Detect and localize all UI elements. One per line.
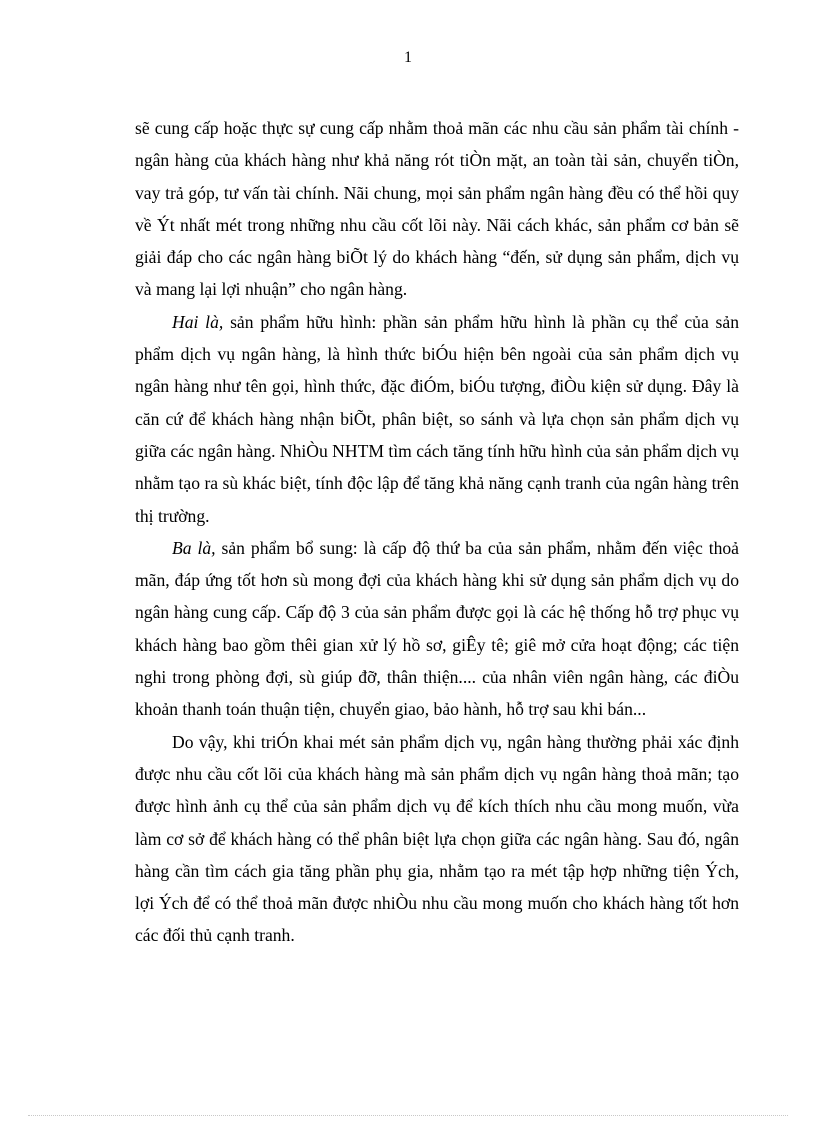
paragraph-text: Do vậy, khi triÓn khai mét sản phẩm dịch vụ, ngân hàng thường phải xác định được nhu cầu cốt lõi của khách hàng mà sản phẩm dịch vụ ngân hàng thoả mãn; tạo được hình ảnh cụ thể của sản phẩm dịch vụ để kích thích nhu cầu mong muốn, vừa làm cơ sở để khách hàng có thể phân biệt lựa chọn giữa các ngân hàng. Sau đó, ngân hàng cần tìm cách gia tăng phần phụ gia, nhằm tạo ra mét tập hợp những tiện Ých, lợi Ých để có thể thoả mãn được nhiÒu nhu cầu mong muốn cho khách hàng tốt hơn các đối thủ cạnh tranh. (135, 731, 739, 946)
paragraph-text: sản phẩm bổ sung: là cấp độ thứ ba của sản phẩm, nhằm đến việc thoả mãn, đáp ứng tốt hơn sù mong đợi của khách hàng khi sử dụng sản phẩm dịch vụ do ngân hàng cung cấp. Cấp độ 3 của sản phẩm được gọi là các hệ thống hỗ trợ phục vụ khách hàng bao gồm thêi gian xử lý hồ sơ, giÊy tê; giê mở cửa hoạt động; các tiện nghi trong phòng đợi, sù giúp đỡ, thân thiện.... của nhân viên ngân hàng, các điÒu khoản thanh toán thuận tiện, chuyển giao, bảo hành, hỗ trợ sau khi bán... (135, 537, 739, 720)
paragraph-augmented-product (135, 532, 739, 726)
paragraph-lead: Hai là, (172, 311, 224, 332)
page-bottom-divider (28, 1115, 788, 1116)
page-number: 1 (404, 49, 412, 66)
paragraph-core-product-continuation (135, 112, 739, 306)
paragraph-tangible-product (135, 306, 739, 532)
document-body (135, 112, 739, 952)
paragraph-lead: Ba là, (172, 537, 216, 558)
paragraph-text: sẽ cung cấp hoặc thực sự cung cấp nhằm thoả mãn các nhu cầu sản phẩm tài chính - ngân hàng của khách hàng như khả năng rót tiÒn mặt, an toàn tài sản, chuyển tiÒn, vay trả góp, tư vấn tài chính. Nãi chung, mọi sản phẩm ngân hàng đều có thể hồi quy về Ýt nhất mét trong những nhu cầu cốt lõi này. Nãi cách khác, sản phẩm cơ bản sẽ giải đáp cho các ngân hàng biÕt lý do khách hàng “đến, sử dụng sản phẩm, dịch vụ và mang lại lợi nhuận” cho ngân hàng. (135, 118, 739, 300)
paragraph-text: sản phẩm hữu hình: phần sản phẩm hữu hình là phần cụ thể của sản phẩm dịch vụ ngân hàng, là hình thức biÓu hiện bên ngoài của sản phẩm dịch vụ ngân hàng như tên gọi, hình thức, đặc điÓm, biÓu tượng, điÒu kiện sử dụng. Đây là căn cứ để khách hàng nhận biÕt, phân biệt, so sánh và lựa chọn sản phẩm dịch vụ giữa các ngân hàng. NhiÒu NHTM tìm cách tăng tính hữu hình của sản phẩm dịch vụ nhằm tạo ra sù khác biệt, tính độc lập để tăng khả năng cạnh tranh của ngân hàng trên thị trường. (135, 311, 740, 526)
paragraph-conclusion (135, 726, 739, 952)
